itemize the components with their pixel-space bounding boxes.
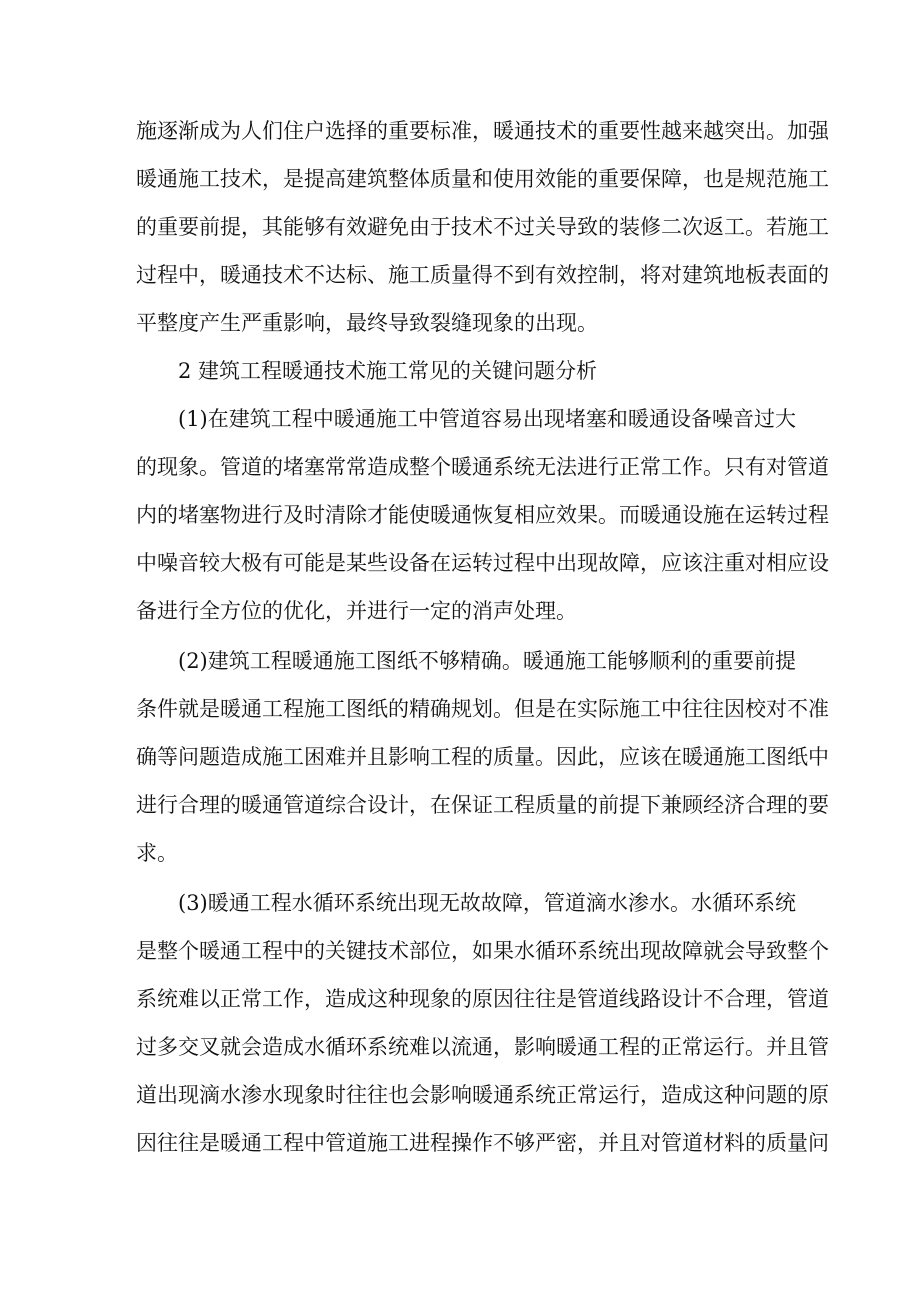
paragraph-1-line-5: 平整度产生严重影响，最终导致裂缝现象的出现。	[136, 311, 598, 335]
paragraph-1-line-1: 施逐渐成为人们住户选择的重要标准，暖通技术的重要性越来越突出。加强	[136, 119, 829, 143]
paragraph-4-line-4: 过多交叉就会造成水循环系统难以流通，影响暖通工程的正常运行。并且管	[136, 1035, 829, 1059]
paragraph-3-line-5: 求。	[136, 841, 178, 865]
paragraph-3-line-1: (2)建筑工程暖通施工图纸不够精确。暖通施工能够顺利的重要前提	[178, 649, 796, 673]
paragraph-1-line-3: 的重要前提，其能够有效避免由于技术不过关导致的装修二次返工。若施工	[136, 215, 829, 239]
paragraph-4-line-2: 是整个暖通工程中的关键技术部位，如果水循环系统出现故障就会导致整个	[136, 939, 829, 963]
paragraph-2-line-5: 备进行全方位的优化，并进行一定的消声处理。	[136, 599, 577, 623]
paragraph-2-line-3: 内的堵塞物进行及时清除才能使暖通恢复相应效果。而暖通设施在运转过程	[136, 503, 829, 527]
paragraph-4-line-1: (3)暖通工程水循环系统出现无故故障，管道滴水渗水。水循环系统	[178, 891, 796, 915]
section-heading: 2 建筑工程暖通技术施工常见的关键问题分析	[178, 359, 598, 383]
paragraph-4-line-5: 道出现滴水渗水现象时往往也会影响暖通系统正常运行，造成这种问题的原	[136, 1083, 829, 1107]
paragraph-4-line-3: 系统难以正常工作，造成这种现象的原因往往是管道线路设计不合理，管道	[136, 987, 829, 1011]
paragraph-3-line-2: 条件就是暖通工程施工图纸的精确规划。但是在实际施工中往往因校对不准	[136, 697, 829, 721]
paragraph-2-line-1: (1)在建筑工程中暖通施工中管道容易出现堵塞和暖通设备噪音过大	[178, 407, 796, 431]
paragraph-3-line-4: 进行合理的暖通管道综合设计，在保证工程质量的前提下兼顾经济合理的要	[136, 793, 829, 817]
paragraph-2-line-4: 中噪音较大极有可能是某些设备在运转过程中出现故障，应该注重对相应设	[136, 551, 829, 575]
paragraph-2-line-2: 的现象。管道的堵塞常常造成整个暖通系统无法进行正常工作。只有对管道	[136, 455, 829, 479]
paragraph-3-line-3: 确等问题造成施工困难并且影响工程的质量。因此，应该在暖通施工图纸中	[136, 745, 829, 769]
paragraph-4-line-6: 因往往是暖通工程中管道施工进程操作不够严密，并且对管道材料的质量问	[136, 1131, 829, 1155]
paragraph-1-line-4: 过程中，暖通技术不达标、施工质量得不到有效控制，将对建筑地板表面的	[136, 263, 829, 287]
paragraph-1-line-2: 暖通施工技术，是提高建筑整体质量和使用效能的重要保障，也是规范施工	[136, 167, 829, 191]
